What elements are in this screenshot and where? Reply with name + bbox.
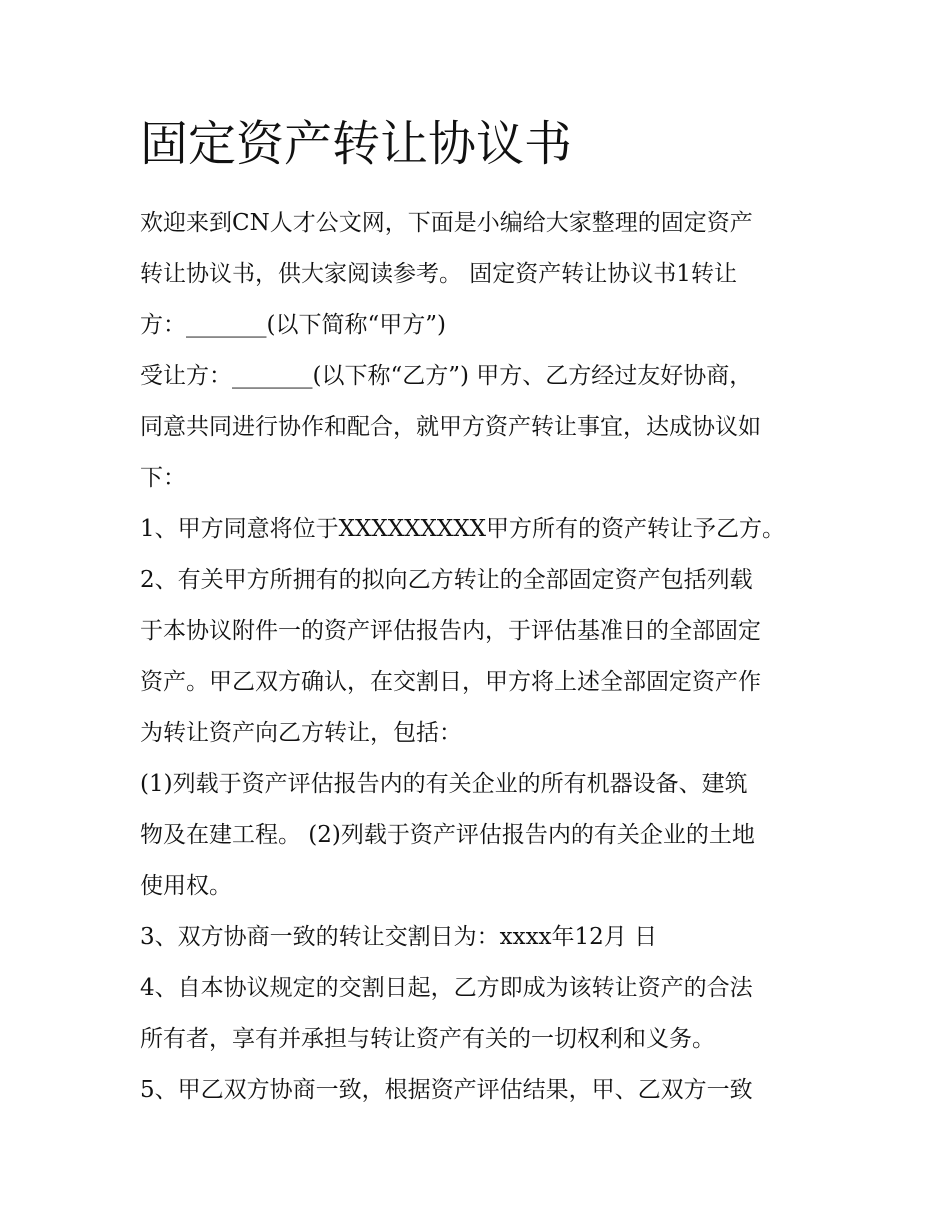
body-line-15: 3、双方协商一致的转让交割日为：xxxx年12月 日 <box>140 924 658 950</box>
body-line-10: 资产。甲乙双方确认，在交割日，甲方将上述全部固定资产作 <box>140 669 761 695</box>
body-line-7: 1、甲方同意将位于XXXXXXXXX甲方所有的资产转让予乙方。 <box>140 516 785 542</box>
body-line-6: 下： <box>140 465 186 491</box>
body-line-5: 同意共同进行协作和配合，就甲方资产转让事宜，达成协议如 <box>140 414 761 440</box>
body-line-16: 4、自本协议规定的交割日起，乙方即成为该转让资产的合法 <box>140 975 753 1001</box>
document-title: 固定资产转让协议书 <box>140 116 573 172</box>
body-line-11: 为转让资产向乙方转让，包括： <box>140 720 462 746</box>
body-line-17: 所有者，享有并承担与转让资产有关的一切权利和义务。 <box>140 1026 715 1052</box>
body-line-3: 方：_______(以下简称“甲方”) <box>140 312 446 338</box>
body-line-18: 5、甲乙双方协商一致，根据资产评估结果，甲、乙双方一致 <box>140 1077 753 1103</box>
body-line-2: 转让协议书，供大家阅读参考。 固定资产转让协议书1转让 <box>140 261 737 287</box>
body-line-1: 欢迎来到CN人才公文网，下面是小编给大家整理的固定资产 <box>140 210 753 236</box>
body-line-12: (1)列载于资产评估报告内的有关企业的所有机器设备、建筑 <box>140 771 748 797</box>
body-line-9: 于本协议附件一的资产评估报告内，于评估基准日的全部固定 <box>140 618 761 644</box>
body-line-4: 受让方：_______(以下称“乙方”) 甲方、乙方经过友好协商， <box>140 363 753 389</box>
body-line-14: 使用权。 <box>140 873 232 899</box>
body-line-13: 物及在建工程。 (2)列载于资产评估报告内的有关企业的土地 <box>140 822 755 848</box>
body-line-8: 2、有关甲方所拥有的拟向乙方转让的全部固定资产包括列载 <box>140 567 753 593</box>
